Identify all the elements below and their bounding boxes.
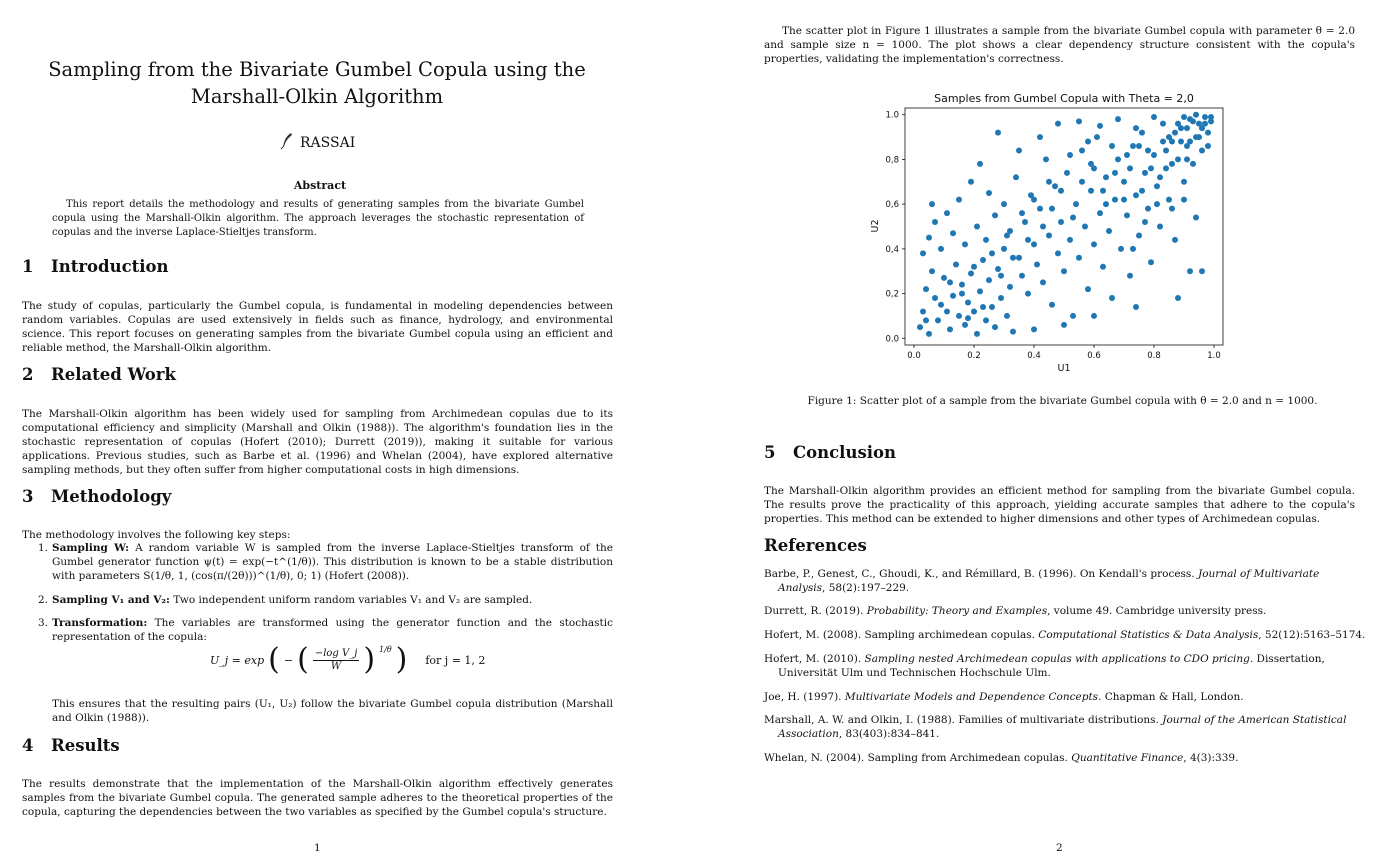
scatter-point [986,190,992,196]
scatter-point [1181,179,1187,185]
scatter-point [920,250,926,256]
scatter-point [920,308,926,314]
scatter-point [1151,114,1157,120]
chart-title: Samples from Gumbel Copula with Theta = 2,0 [934,92,1194,105]
y-tick-label: 0,4 [885,244,899,255]
section-heading-results: 4 Results [22,736,120,755]
scatter-point [1088,188,1094,194]
scatter-point [1130,246,1136,252]
scatter-point [929,201,935,207]
scatter-point [947,279,953,285]
scatter-point [938,302,944,308]
scatter-point [971,308,977,314]
scatter-point [1007,284,1013,290]
scatter-point [998,273,1004,279]
scatter-point [974,331,980,337]
scatter-point [956,313,962,319]
scatter-point [1058,188,1064,194]
scatter-point [1112,170,1118,176]
page-2 [742,0,1383,859]
scatter-point [947,326,953,332]
scatter-point [1190,161,1196,167]
scatter-point [1193,112,1199,118]
scatter-point [1052,183,1058,189]
scatter-point [1196,134,1202,140]
results-paragraph: The results demonstrate that the implementation of the Marshall-Olkin algorithm effectively generates samples from the bivariate Gumbel copula. The generated sample adheres to the theoretical properties of the copula, capturing the dependencies between the two variables as specified by the Gumbel copula's structure. [22,777,613,818]
scatter-point [1163,147,1169,153]
scatter-point [1199,268,1205,274]
scatter-point [1151,152,1157,158]
abstract-heading: Abstract [293,179,347,192]
scatter-point [1166,134,1172,140]
scatter-point [1190,118,1196,124]
scatter-point [1079,147,1085,153]
scatter-point [1073,201,1079,207]
y-tick-label: 0,8 [885,155,899,166]
scatter-point [1169,161,1175,167]
reference-entry: Marshall, A. W. and Olkin, I. (1988). Families of multivariate distributions. Journal of the American Statistical Association, 83(403):834–841. [764,714,1347,740]
scatter-point [1076,255,1082,261]
scatter-point [1142,170,1148,176]
references-heading: References [764,536,867,555]
scatter-point [1106,228,1112,234]
scatter-point [1139,188,1145,194]
scatter-point [1109,295,1115,301]
scatter-point [926,331,932,337]
x-axis-label: U1 [1057,363,1071,374]
scatter-point [1001,246,1007,252]
scatter-point [1019,210,1025,216]
related-paragraph: The Marshall-Olkin algorithm has been widely used for sampling from Archimedean copulas due to its computational efficiency and simplicity (Marshall and Olkin (1988)). The algorithm's foundation lies in the stochastic representation of copulas (Hofert (2010); Durrett (2019)), making it suitable for various applications. Previous studies, such as Barbe et al. (1996) and Whelan (2004), have explored alternative sampling methods, but they often suffer from higher computational costs in high dimensions. [22,407,613,476]
scatter-point [968,179,974,185]
reference-entry: Hofert, M. (2008). Sampling archimedean copulas. Computational Statistics & Data Analysis, 52(12):5163–5174. [764,629,1366,641]
method-intro: The methodology involves the following key steps: [22,528,291,541]
scatter-point [944,210,950,216]
scatter-point [1040,224,1046,230]
scatter-point [968,270,974,276]
scatter-point [1097,210,1103,216]
scatter-point [1091,313,1097,319]
scatter-point [956,197,962,203]
scatter-point [1100,264,1106,270]
scatter-point [989,250,995,256]
scatter-point [932,295,938,301]
scatter-point [1136,143,1142,149]
transformation-equation: U_j = exp ( − ( $\frac{\text{−log V\_j}}{W}$ ) $^{1/\theta}$ ) for j = 1, 2 [210,642,486,677]
scatter-point [941,275,947,281]
scatter-point [983,317,989,323]
scatter-point [1115,156,1121,162]
scatter-point [1124,212,1130,218]
scatter-point [1121,179,1127,185]
scatter-point [959,282,965,288]
scatter-point [1010,329,1016,335]
scatter-point [1202,121,1208,127]
scatter-point [1070,313,1076,319]
scatter-point [1145,206,1151,212]
scatter-point [1112,197,1118,203]
scatter-point [1049,206,1055,212]
scatter-point [1127,165,1133,171]
scatter-point [965,315,971,321]
scatter-point [980,304,986,310]
scatter-point [1148,259,1154,265]
scatter-point [1172,237,1178,243]
scatter-point [1115,116,1121,122]
conclusion-paragraph: The Marshall-Olkin algorithm provides an efficient method for sampling from the bivariate Gumbel copula. The results prove the practicality of this approach, yielding accurate samples that adhere to the copula's properties. This method can be extended to higher dimensions and other types of Archimedean copulas. [764,484,1355,525]
method-step: 3. Transformation: The variables are transformed using the generator function and the stochastic representation of the copula: [38,617,613,643]
scatter-point [1199,147,1205,153]
scatter-point [1187,268,1193,274]
scatter-point [1202,114,1208,120]
scatter-point [1061,268,1067,274]
scatter-point [1085,286,1091,292]
scatter-point [1031,241,1037,247]
scatter-point [1175,295,1181,301]
scatter-point [1040,279,1046,285]
scatter-point [1043,156,1049,162]
scatter-point [938,246,944,252]
scatter-point [1187,139,1193,145]
scatter-point [962,322,968,328]
quill-icon [280,132,294,154]
scatter-point [1175,121,1181,127]
scatter-point [950,230,956,236]
scatter-point [1010,255,1016,261]
scatter-point [932,219,938,225]
y-tick-label: 1.0 [885,110,899,121]
scatter-point [1100,188,1106,194]
reference-entry: Joe, H. (1997). Multivariate Models and Dependence Concepts. Chapman & Hall, London. [764,691,1244,703]
y-tick-label: 0.0 [885,334,899,345]
scatter-point [1208,114,1214,120]
scatter-point [1157,224,1163,230]
scatter-point [1133,192,1139,198]
section-heading-related-work: 2 Related Work [22,365,176,384]
abstract-text: This report details the methodology and results of generating samples from the bivariate Gumbel copula using the Marshall-Olkin algorithm. The approach leverages the stochastic representation of copulas and the inverse Laplace-Stieltjes transform. [52,199,584,238]
y-axis-label: U2 [870,219,881,233]
scatter-point [1136,232,1142,238]
scatter-point [965,300,971,306]
scatter-point [992,212,998,218]
scatter-point [1031,197,1037,203]
page-number: 2 [1056,842,1063,854]
scatter-point [1055,121,1061,127]
scatter-point [944,308,950,314]
scatter-point [953,262,959,268]
scatter-point [971,264,977,270]
scatter-point [1118,246,1124,252]
scatter-point [1169,206,1175,212]
section-heading-conclusion: 5 Conclusion [764,443,897,462]
scatter-point [1154,201,1160,207]
scatter-point [1166,197,1172,203]
page-number: 1 [314,842,321,854]
x-tick-label: 0.8 [1147,351,1161,361]
scatter-point [935,317,941,323]
scatter-point [923,317,929,323]
scatter-point [1181,197,1187,203]
scatter-point [989,304,995,310]
scatter-point [1064,170,1070,176]
scatter-point [1184,156,1190,162]
scatter-point [1094,134,1100,140]
scatter-point [1193,215,1199,221]
scatter-point [1157,174,1163,180]
scatter-point [1130,143,1136,149]
scatter-point [1121,197,1127,203]
x-tick-label: 0.6 [1087,351,1101,361]
scatter-point [1025,291,1031,297]
scatter-point [1142,219,1148,225]
scatter-point [1067,152,1073,158]
scatter-point [1184,125,1190,131]
scatter-point [1088,161,1094,167]
scatter-point [1178,139,1184,145]
page-1 [0,0,640,859]
intro-paragraph: The study of copulas, particularly the Gumbel copula, is fundamental in modeling dependencies between random variables. Copulas are used extensively in fields such as finance, hydrology, and environmental science. This report focuses on generating samples from the bivariate Gumbel copula using an efficient and reliable method, the Marshall-Olkin algorithm. [22,299,613,354]
scatter-point [1205,143,1211,149]
scatter-point [1046,179,1052,185]
scatter-point [1016,255,1022,261]
scatter-point [1172,130,1178,136]
scatter-point [1091,241,1097,247]
method-step: 1. Sampling W: A random variable W is sampled from the inverse Laplace-Stieltjes transform of the Gumbel generator function ψ(t) = exp(−t^(1/θ)). This distribution is known to be a stable distribution with parameters S(1/θ, 1, (cos(π/(2θ)))^(1/θ), 0; 1) (Hofert (2008)). [38,542,613,582]
scatter-point [995,130,1001,136]
scatter-point [1133,125,1139,131]
scatter-point [1160,139,1166,145]
scatter-point [1079,179,1085,185]
scatter-point [1070,215,1076,221]
scatter-point [995,266,1001,272]
scatter-point [1013,174,1019,180]
scatter-point [1001,201,1007,207]
scatter-point [1175,156,1181,162]
scatter-point [962,241,968,247]
paper-title: Sampling from the Bivariate Gumbel Copula using the Marshall-Olkin Algorithm [48,58,586,108]
scatter-point [1061,322,1067,328]
y-tick-label: 0,2 [885,289,899,300]
scatter-point [1139,130,1145,136]
scatter-point [1181,114,1187,120]
scatter-point [1154,183,1160,189]
scatter-point [986,277,992,283]
scatter-point [1148,165,1154,171]
x-tick-label: 0.2 [967,351,981,361]
figure-caption: Figure 1: Scatter plot of a sample from the bivariate Gumbel copula with θ = 2.0 and n = 1000. [807,395,1318,407]
scatter-point [1004,232,1010,238]
scatter-point [923,286,929,292]
method-step: 2. Sampling V₁ and V₂: Two independent uniform random variables V₁ and V₂ are sampled. [38,594,533,606]
scatter-point [1055,250,1061,256]
scatter-point [1127,273,1133,279]
scatter-point [1205,130,1211,136]
scatter-point [980,257,986,263]
scatter-point [1133,304,1139,310]
scatter-point [1058,219,1064,225]
reference-entry: Barbe, P., Genest, C., Ghoudi, K., and Rémillard, B. (1996). On Kendall's process. Journal of Multivariate Analysis, 58(2):197–229. [764,568,1320,594]
reference-entry: Durrett, R. (2019). Probability: Theory and Examples, volume 49. Cambridge university press. [764,605,1267,617]
scatter-point [1037,134,1043,140]
scatter-point [1046,232,1052,238]
scatter-point [1034,262,1040,268]
scatter-point [1067,237,1073,243]
scatter-point [1004,313,1010,319]
scatter-point [1124,152,1130,158]
reference-entry: Hofert, M. (2010). Sampling nested Archimedean copulas with applications to CDO pricing. Dissertation, Universität Ulm und Technischen Hochschule Ulm. [764,653,1325,679]
scatter-point [1097,123,1103,129]
reference-entry: Whelan, N. (2004). Sampling from Archimedean copulas. Quantitative Finance, 4(3):339. [764,752,1239,764]
scatter-point [1076,118,1082,124]
y-tick-label: 0,6 [885,200,899,211]
plot-frame [905,108,1223,345]
scatter-point [1085,139,1091,145]
section-heading-introduction: 1 Introduction [22,257,169,276]
x-tick-label: 0.4 [1027,351,1041,361]
scatter-point [1109,143,1115,149]
scatter-point [992,324,998,330]
scatter-point [1025,237,1031,243]
scatter-point [917,324,923,330]
scatter-point [1163,165,1169,171]
x-tick-label: 0.0 [907,351,921,361]
scatter-point [1103,174,1109,180]
x-tick-label: 1.0 [1207,351,1221,361]
scatter-point [1082,224,1088,230]
scatter-point [1049,302,1055,308]
scatter-point [1160,121,1166,127]
scatter-point [1037,206,1043,212]
scatter-point [983,237,989,243]
results-continued: The scatter plot in Figure 1 illustrates a sample from the bivariate Gumbel copula with parameter θ = 2.0 and sample size n = 1000. The plot shows a clear dependency structure consistent with the copula's properties, validating the implementation's correctness. [764,24,1355,65]
scatter-point [950,293,956,299]
scatter-point [926,235,932,241]
author-name: RASSAI [300,135,356,151]
scatter-point [929,268,935,274]
scatter-point [998,295,1004,301]
scatter-point [1103,201,1109,207]
scatter-point [974,224,980,230]
scatter-point [959,291,965,297]
scatter-point [1022,219,1028,225]
author-line [280,132,355,154]
scatter-point [977,288,983,294]
scatter-point [1145,147,1151,153]
section-heading-methodology: 3 Methodology [22,487,172,506]
method-after: This ensures that the resulting pairs (U₁, U₂) follow the bivariate Gumbel copula distribution (Marshall and Olkin (1988)). [52,697,613,724]
scatter-point [1019,273,1025,279]
scatter-point [1016,147,1022,153]
scatter-point [977,161,983,167]
scatter-point [1031,326,1037,332]
scatter-chart [840,86,1225,376]
